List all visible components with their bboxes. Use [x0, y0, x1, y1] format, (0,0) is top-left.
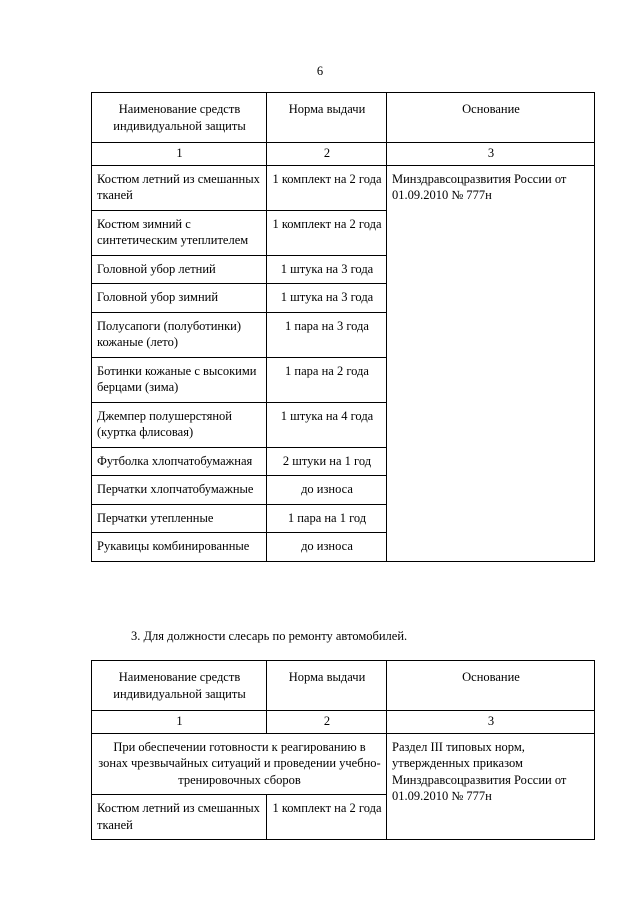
item-name-cell: Ботинки кожаные с высокими берцами (зима) — [92, 357, 267, 402]
ppe-table-2 — [91, 660, 595, 840]
norm-cell: 1 штука на 3 года — [267, 255, 387, 284]
table-header-row — [92, 93, 595, 143]
basis-cell: Раздел III типовых норм, утвержденных приказом Минздравсоцразвития России от 01.09.2010 № 777н — [387, 733, 595, 840]
section-row — [92, 733, 595, 795]
norm-cell: 2 штуки на 1 год — [267, 447, 387, 476]
header-basis: Основание — [387, 93, 595, 143]
item-name-cell: Костюм летний из смешанных тканей — [92, 795, 267, 840]
column-number: 1 — [92, 711, 267, 734]
column-number: 2 — [267, 143, 387, 166]
ppe-table-1 — [91, 92, 595, 562]
table-row — [92, 165, 595, 210]
column-number: 3 — [387, 711, 595, 734]
item-name-cell: Перчатки утепленные — [92, 504, 267, 533]
norm-cell: 1 комплект на 2 года — [267, 165, 387, 210]
item-name-cell: Футболка хлопчатобумажная — [92, 447, 267, 476]
norm-cell: до износа — [267, 533, 387, 562]
item-name-cell: Джемпер полушерстяной (куртка флисовая) — [92, 402, 267, 447]
section-cell: При обеспечении готовности к реагированию в зонах чрезвычайных ситуаций и проведении учебно-тренировочных сборов — [92, 733, 387, 795]
column-number-row — [92, 143, 595, 166]
column-number-row — [92, 711, 595, 734]
norm-cell: 1 пара на 2 года — [267, 357, 387, 402]
column-number: 3 — [387, 143, 595, 166]
norm-cell: до износа — [267, 476, 387, 505]
paragraph-position: 3. Для должности слесарь по ремонту автомобилей. — [131, 629, 408, 643]
item-name-cell: Рукавицы комбинированные — [92, 533, 267, 562]
norm-cell: 1 пара на 3 года — [267, 312, 387, 357]
item-name-cell: Полусапоги (полуботинки) кожаные (лето) — [92, 312, 267, 357]
item-name-cell: Костюм зимний с синтетическим утеплителем — [92, 210, 267, 255]
column-number: 2 — [267, 711, 387, 734]
header-norm: Норма выдачи — [267, 661, 387, 711]
item-name-cell: Головной убор зимний — [92, 284, 267, 313]
header-item-name: Наименование средств индивидуальной защиты — [92, 93, 267, 143]
header-item-name: Наименование средств индивидуальной защиты — [92, 661, 267, 711]
column-number: 1 — [92, 143, 267, 166]
basis-cell: Минздравсоцразвития России от 01.09.2010 № 777н — [387, 165, 595, 561]
table-header-row — [92, 661, 595, 711]
item-name-cell: Костюм летний из смешанных тканей — [92, 165, 267, 210]
header-basis: Основание — [387, 661, 595, 711]
norm-cell: 1 комплект на 2 года — [267, 795, 387, 840]
item-name-cell: Перчатки хлопчатобумажные — [92, 476, 267, 505]
item-name-cell: Головной убор летний — [92, 255, 267, 284]
norm-cell: 1 штука на 4 года — [267, 402, 387, 447]
norm-cell: 1 комплект на 2 года — [267, 210, 387, 255]
header-norm: Норма выдачи — [267, 93, 387, 143]
norm-cell: 1 штука на 3 года — [267, 284, 387, 313]
page-number: 6 — [316, 64, 324, 78]
norm-cell: 1 пара на 1 год — [267, 504, 387, 533]
